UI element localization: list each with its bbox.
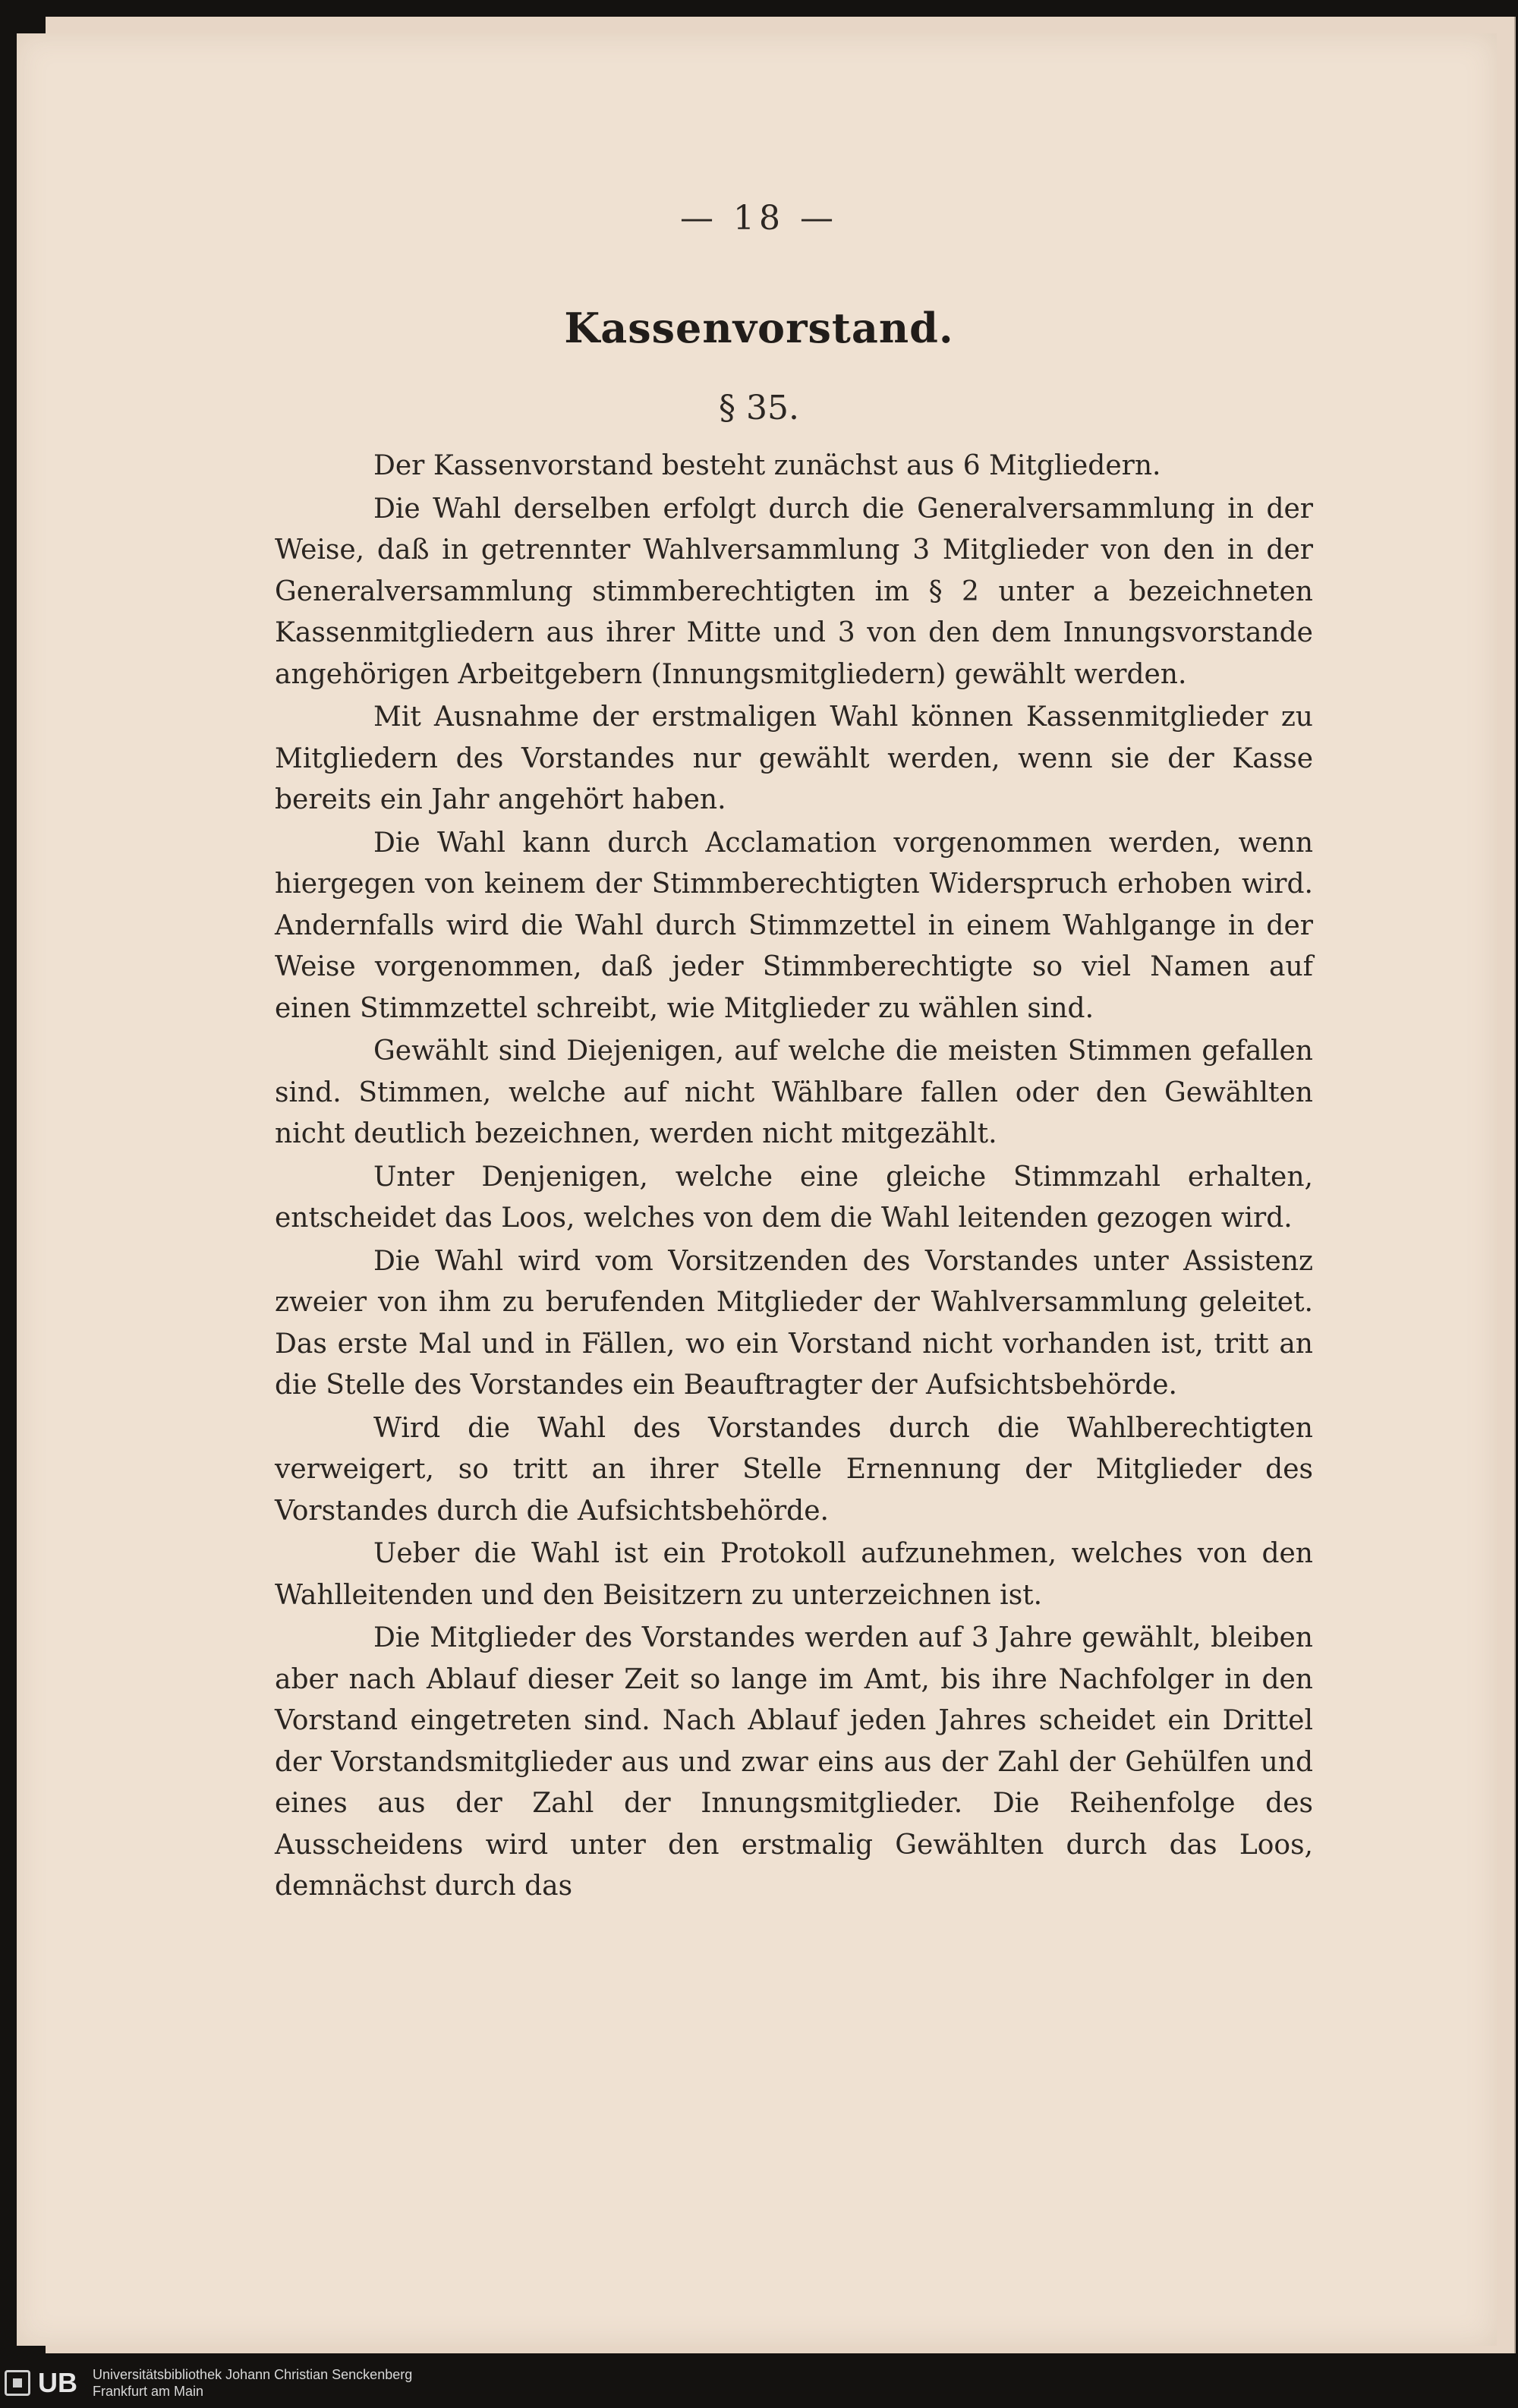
ub-logo-icon: [5, 2370, 30, 2396]
paragraph: Wird die Wahl des Vorstandes durch die Wahlberechtigten verweigert, so tritt an ihrer Stelle Ernennung der Mitglieder des Vorstandes durch die Aufsichtsbehörde.: [275, 1412, 1313, 1527]
library-name-line1: Universitätsbibliothek Johann Christian Senckenberg: [93, 2367, 413, 2382]
library-footer: [0, 2358, 1518, 2408]
paragraph: Gewählt sind Diejenigen, auf welche die meisten Stimmen gefallen sind. Stimmen, welche auf nicht Wählbare fallen oder den Gewählten nicht deutlich bezeichnen, werden nicht mitgezählt.: [275, 1035, 1313, 1149]
section-heading: Kassenvorstand.: [564, 304, 954, 352]
ub-logo-text: UB: [38, 2367, 77, 2398]
paragraph-number: § 35.: [719, 389, 799, 427]
paragraph: Unter Denjenigen, welche eine gleiche Stimmzahl erhalten, entscheidet das Loos, welches von dem die Wahl leitenden gezogen wird.: [275, 1161, 1313, 1234]
paragraph: Mit Ausnahme der erstmaligen Wahl können Kassenmitglieder zu Mitgliedern des Vorstandes nur gewählt werden, wenn sie der Kasse bereits ein Jahr angehört haben.: [275, 701, 1313, 815]
paragraph: Die Wahl wird vom Vorsitzenden des Vorstandes unter Assistenz zweier von ihm zu berufenden Mitglieder der Wahlversammlung geleitet. Das erste Mal und in Fällen, wo ein Vorstand nicht vorhanden ist, tritt an die Stelle des Vorstandes ein Beauftragter der Aufsichtsbehörde.: [275, 1245, 1313, 1401]
paragraph: Die Wahl derselben erfolgt durch die Generalversammlung in der Weise, daß in getrennter Wahlversammlung 3 Mitglieder von den in der Generalversammlung stimmberechtigten im § 2 unter a bezeichneten Kassenmitgliedern aus ihrer Mitte und 3 von den dem Innungsvorstande angehörigen Arbeitgebern (Innungsmitgliedern) gewählt werden.: [275, 493, 1313, 690]
body-text: [275, 446, 1313, 1908]
paragraph: Die Wahl kann durch Acclamation vorgenommen werden, wenn hiergegen von keinem der Stimmberechtigten Widerspruch erhoben wird. Andernfalls wird die Wahl durch Stimmzettel in einem Wahlgange in der Weise vorgenommen, daß jeder Stimmberechtigte so viel Namen auf einen Stimmzettel schreibt, wie Mitglieder zu wählen sind.: [275, 827, 1313, 1024]
library-name: [93, 2366, 412, 2400]
paragraph: Der Kassenvorstand besteht zunächst aus 6 Mitgliedern.: [373, 450, 1161, 481]
paragraph: Ueber die Wahl ist ein Protokoll aufzunehmen, welches von den Wahlleitenden und den Beisitzern zu unterzeichnen ist.: [275, 1538, 1313, 1611]
page-number: — 18 —: [680, 199, 838, 238]
ub-logo: [5, 2362, 87, 2404]
library-name-line2: Frankfurt am Main: [93, 2384, 204, 2399]
paragraph: Die Mitglieder des Vorstandes werden auf 3 Jahre gewählt, bleiben aber nach Ablauf dieser Zeit so lange im Amt, bis ihre Nachfolger in den Vorstand eingetreten sind. Nach Ablauf jeden Jahres scheidet ein Drittel der Vorstandsmitglieder aus und zwar eins aus der Zahl der Gehülfen und eines aus der Zahl der Innungsmitglieder. Die Reihenfolge des Ausscheidens wird unter den erstmalig Gewählten durch das Loos, demnächst durch das: [275, 1622, 1313, 1902]
